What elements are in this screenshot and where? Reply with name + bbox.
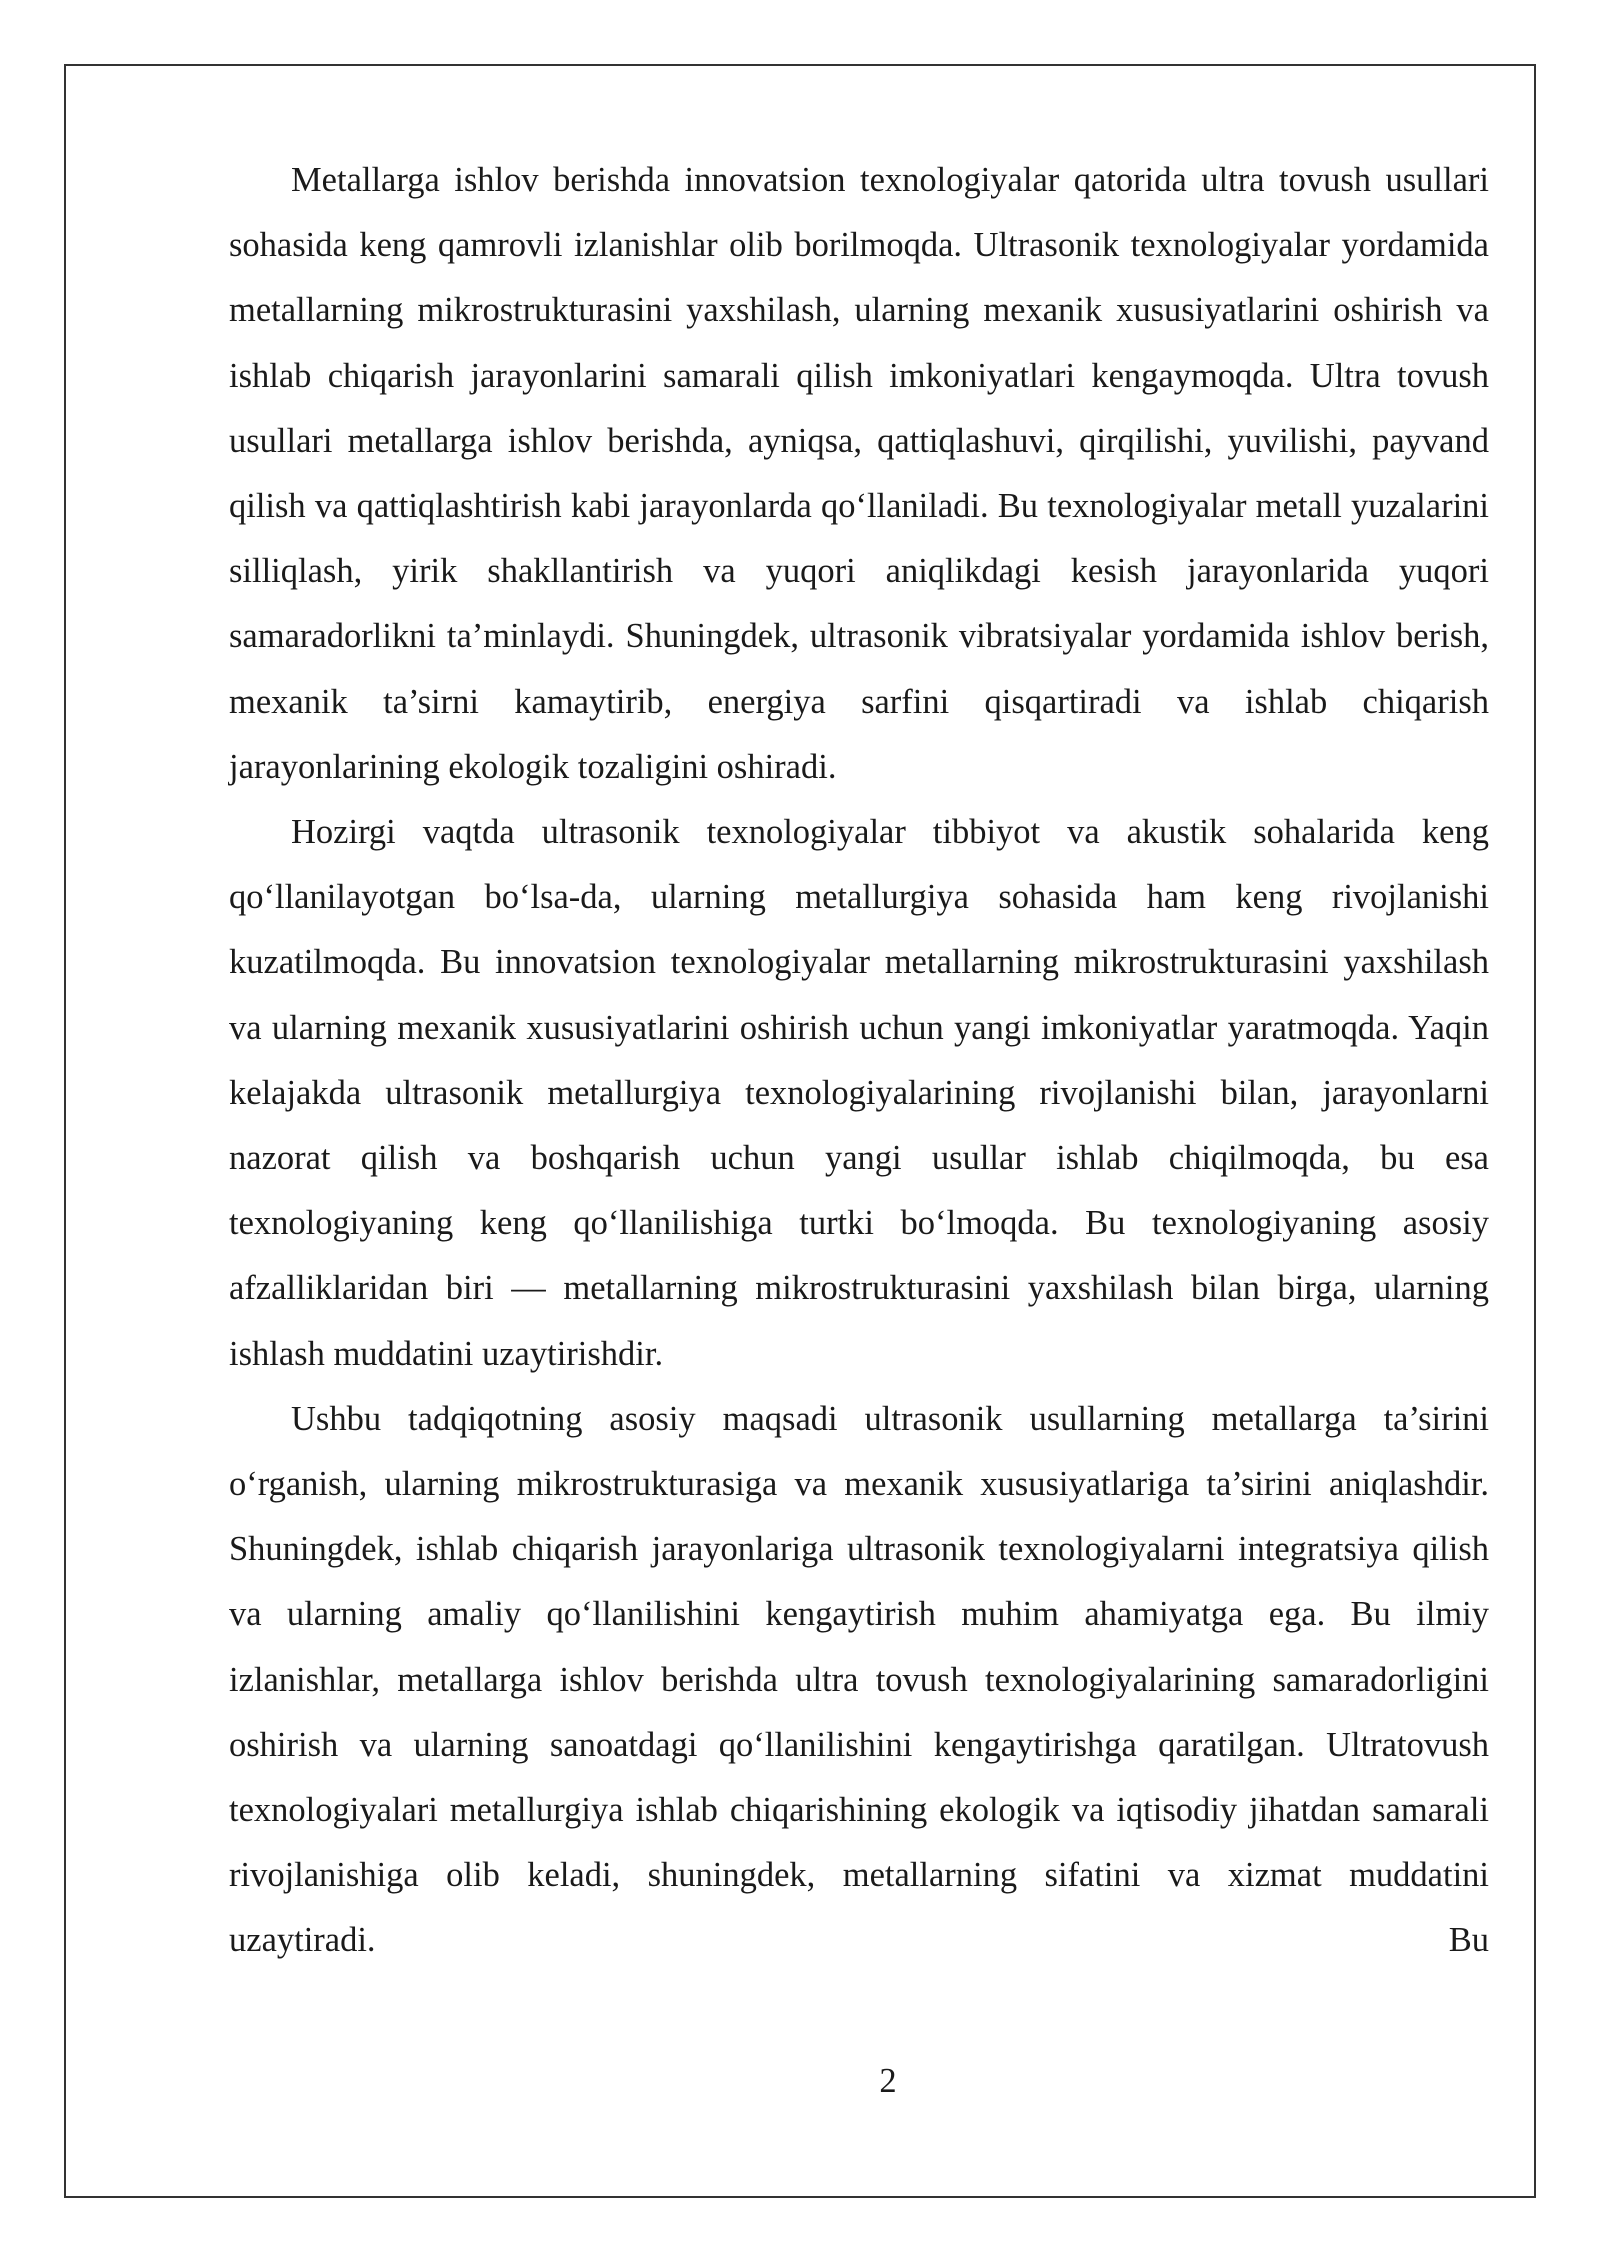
paragraph-1: Metallarga ishlov berishda innovatsion texnologiyalar qatorida ultra tovush usullari sohasida keng qamrovli izlanishlar olib borilmoqda. Ultrasonik texnologiyalar yordamida metallarning mikrostrukturasini yaxshilash, ularning mexanik xususiyatlarini oshirish va ishlab chiqarish jarayonlarini samarali qilish imkoniyatlari kengaymoqda. Ultra tovush usullari metallarga ishlov berishda, ayniqsa, qattiqlashuvi, qirqilishi, yuvilishi, payvand qilish va qattiqlashtirish kabi jarayonlarda qo‘llaniladi. Bu texnologiyalar metall yuzalarini silliqlash, yirik shakllantirish va yuqori aniqlikdagi kesish jarayonlarida yuqori samaradorlikni ta’minlaydi. Shuningdek, ultrasonik vibratsiyalar yordamida ishlov berish, mexanik ta’sirni kamaytirib, energiya sarfini qisqartiradi va ishlab chiqarish jarayonlarining ekologik tozaligini oshiradi. <box>229 161 1489 786</box>
paragraph-3: Ushbu tadqiqotning asosiy maqsadi ultrasonik usullarning metallarga ta’sirini o‘rganish, ularning mikrostrukturasiga va mexanik xususiyatlariga ta’sirini aniqlashdir. Shuningdek, ishlab chiqarish jarayonlariga ultrasonik texnologiyalarni integratsiya qilish va ularning amaliy qo‘llanilishini kengaytirish muhim ahamiyatga ega. Bu ilmiy izlanishlar, metallarga ishlov berishda ultra tovush texnologiyalarining samaradorligini oshirish va ularning sanoatdagi qo‘llanilishini kengaytirishga qaratilgan. Ultratovush texnologiyalari metallurgiya ishlab chiqarishining ekologik va iqtisodiy jihatdan samarali rivojlanishiga olib keladi, shuningdek, metallarning sifatini va xizmat muddatini uzaytiradi. Bu <box>229 1399 1489 1960</box>
page-number: 2 <box>879 2062 897 2100</box>
paragraph-2: Hozirgi vaqtda ultrasonik texnologiyalar tibbiyot va akustik sohalarida keng qo‘llanilayotgan bo‘lsa-da, ularning metallurgiya sohasida ham keng rivojlanishi kuzatilmoqda. Bu innovatsion texnologiyalar metallarning mikrostrukturasini yaxshilash va ularning mexanik xususiyatlarini oshirish uchun yangi imkoniyatlar yaratmoqda. Yaqin kelajakda ultrasonik metallurgiya texnologiyalarining rivojlanishi bilan, jarayonlarni nazorat qilish va boshqarish uchun yangi usullar ishlab chiqilmoqda, bu esa texnologiyaning keng qo‘llanilishiga turtki bo‘lmoqda. Bu texnologiyaning asosiy afzalliklaridan biri — metallarning mikrostrukturasini yaxshilash bilan birga, ularning ishlash muddatini uzaytirishdir. <box>229 813 1489 1373</box>
document-body <box>229 148 1489 1974</box>
